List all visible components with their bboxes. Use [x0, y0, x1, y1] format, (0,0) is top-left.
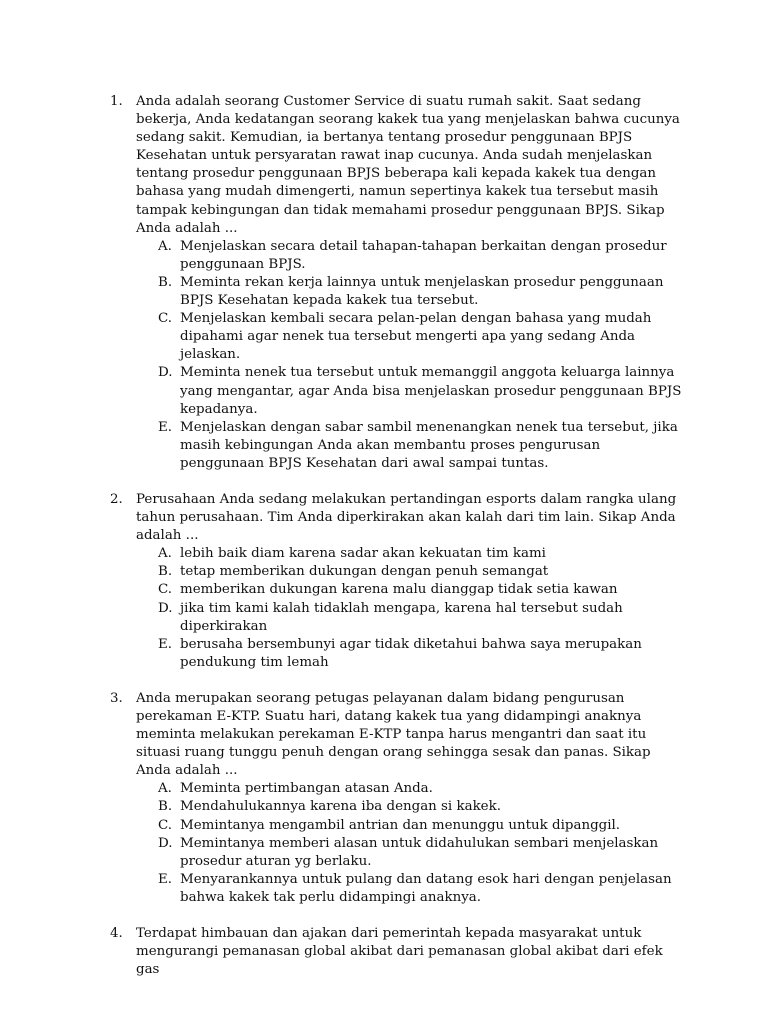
option-text: memberikan dukungan karena malu dianggap tidak setia kawan	[180, 582, 618, 598]
option-list	[136, 545, 688, 672]
option-c	[136, 310, 688, 364]
question-list	[0, 93, 768, 997]
option-b	[136, 563, 688, 581]
option-d	[136, 835, 688, 871]
option-d	[136, 600, 688, 636]
option-text: Meminta rekan kerja lainnya untuk menjelaskan prosedur penggunaan BPJS Kesehatan kepada kakek tua tersebut.	[180, 274, 664, 309]
option-letter: A.	[158, 546, 172, 562]
option-letter: A.	[158, 781, 172, 797]
option-text: Memintanya mengambil antrian dan menunggu untuk dipanggil.	[180, 817, 621, 833]
question-text: Terdapat himbauan dan ajakan dari pemerintah kepada masyarakat untuk mengurangi pemanasan global akibat dari pemanasan global akibat dari efek gas	[136, 926, 663, 978]
option-a	[136, 238, 688, 274]
option-text: Menjelaskan dengan sabar sambil menenangkan nenek tua tersebut, jika masih kebingungan Anda akan membantu proses pengurusan penggunaan BPJS Kesehatan dari awal sampai tuntas.	[180, 419, 678, 471]
question-number: 3.	[110, 690, 123, 706]
question-number: 2.	[110, 491, 123, 507]
option-letter: C.	[158, 582, 173, 598]
question-4	[0, 925, 768, 979]
option-d	[136, 364, 688, 418]
option-text: Menjelaskan kembali secara pelan-pelan dengan bahasa yang mudah dipahami agar nenek tua tersebut mengerti apa yang sedang Anda jelaskan.	[180, 311, 652, 363]
option-e	[136, 419, 688, 473]
option-letter: B.	[158, 564, 173, 580]
option-text: Mendahulukannya karena iba dengan si kakek.	[180, 799, 501, 815]
option-b	[136, 798, 688, 816]
option-b	[136, 274, 688, 310]
option-letter: B.	[158, 799, 173, 815]
option-c	[136, 581, 688, 599]
option-text: lebih baik diam karena sadar akan kekuatan tim kami	[180, 546, 546, 562]
option-letter: C.	[158, 311, 173, 327]
question-1	[0, 93, 768, 473]
question-text: Anda merupakan seorang petugas pelayanan dalam bidang pengurusan perekaman E-KTP. Suatu hari, datang kakek tua yang didampingi anaknya meminta melakukan perekaman E-KTP tanpa harus mengantri dan saat itu situasi ruang tunggu penuh dengan orang sehingga sesak dan panas. Sikap Anda adalah ...	[136, 690, 651, 779]
option-letter: B.	[158, 274, 173, 290]
question-text: Anda adalah seorang Customer Service di suatu rumah sakit. Saat sedang bekerja, Anda kedatangan seorang kakek tua yang menjelaskan bahwa cucunya sedang sakit. Kemudian, ia bertanya tentang prosedur penggunaan BPJS Kesehatan untuk persyaratan rawat inap cucunya. Anda sudah menjelaskan tentang prosedur penggunaan BPJS beberapa kali kepada kakek tua dengan bahasa yang mudah dimengerti, namun sepertinya kakek tua tersebut masih tampak kebingungan dan tidak memahami prosedur penggunaan BPJS. Sikap Anda adalah ...	[136, 94, 680, 236]
option-a	[136, 780, 688, 798]
option-letter: C.	[158, 817, 173, 833]
option-letter: D.	[158, 365, 173, 381]
option-text: tetap memberikan dukungan dengan penuh semangat	[180, 564, 549, 580]
question-number: 4.	[110, 926, 123, 942]
option-text: berusaha bersembunyi agar tidak diketahui bahwa saya merupakan pendukung tim lemah	[180, 636, 642, 670]
option-letter: D.	[158, 835, 173, 851]
option-text: Meminta nenek tua tersebut untuk memanggil anggota keluarga lainnya yang mengantar, agar Anda bisa menjelaskan prosedur penggunaan BPJS kepadanya.	[180, 365, 682, 417]
option-letter: D.	[158, 600, 173, 616]
question-text: Perusahaan Anda sedang melakukan pertandingan esports dalam rangka ulang tahun perusahaan. Tim Anda diperkirakan akan kalah dari tim lain. Sikap Anda adalah ...	[136, 491, 677, 544]
option-list	[136, 780, 688, 907]
option-letter: E.	[158, 419, 173, 435]
option-a	[136, 545, 688, 563]
option-letter: E.	[158, 636, 173, 652]
question-number: 1.	[110, 94, 123, 109]
option-e	[136, 636, 688, 672]
option-c	[136, 817, 688, 835]
option-text: jika tim kami kalah tidaklah mengapa, karena hal tersebut sudah diperkirakan	[180, 600, 623, 634]
option-letter: A.	[158, 238, 172, 254]
option-text: Meminta pertimbangan atasan Anda.	[180, 781, 433, 797]
question-2	[0, 491, 768, 672]
option-text: Menyarankannya untuk pulang dan datang esok hari dengan penjelasan bahwa kakek tak perlu didampingi anaknya.	[180, 871, 672, 905]
option-letter: E.	[158, 871, 173, 887]
question-3	[0, 690, 768, 907]
option-text: Memintanya memberi alasan untuk didahulukan sembari menjelaskan prosedur aturan yg berlaku.	[180, 835, 659, 869]
option-list	[136, 238, 688, 473]
option-text: Menjelaskan secara detail tahapan-tahapan berkaitan dengan prosedur penggunaan BPJS.	[180, 238, 667, 272]
option-e	[136, 871, 688, 907]
